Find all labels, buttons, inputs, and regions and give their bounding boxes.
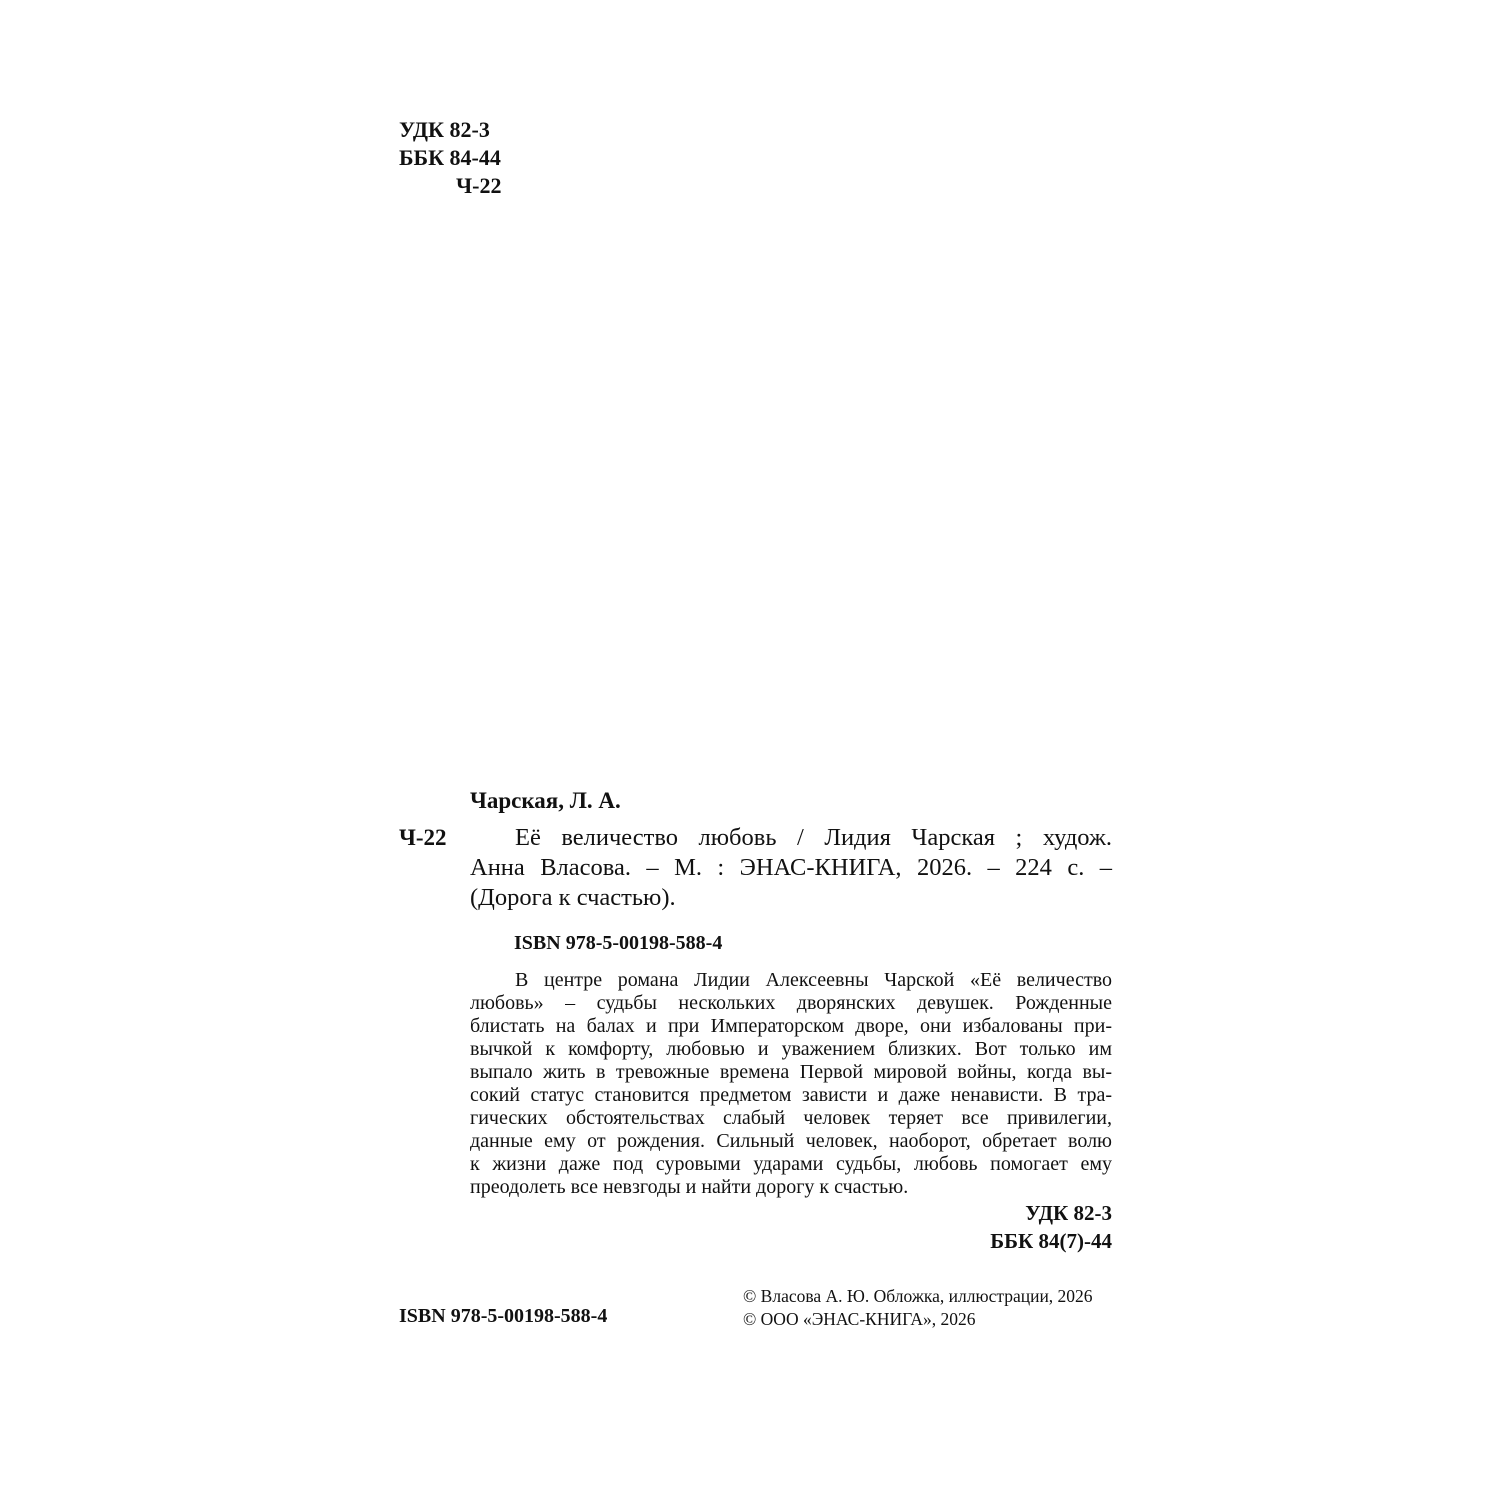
top-bbk-code: ББК 84-44 <box>399 145 501 170</box>
bibliographic-description <box>470 823 1112 913</box>
annotation-paragraph <box>470 969 1112 1199</box>
top-classification-codes <box>399 116 501 200</box>
bib-line: Её величество любовь / Лидия Чарская ; худож. <box>515 824 1112 851</box>
card-udk-code: УДК 82-3 <box>1025 1201 1112 1225</box>
annotation-line: блистать на балах и при Императорском дворе, они избалованы при- <box>470 1015 1112 1037</box>
footer-isbn: ISBN 978-5-00198-588-4 <box>399 1305 608 1327</box>
annotation-line: В центре романа Лидии Алексеевны Чарской «Её величество <box>515 969 1112 991</box>
annotation-line: вычкой к комфорту, любовью и уважением близких. Вот только им <box>470 1038 1112 1060</box>
annotation-line: преодолеть все невзгоды и найти дорогу к счастью. <box>470 1176 909 1198</box>
annotation-line: любовь» – судьбы нескольких дворянских девушек. Рожденные <box>470 992 1112 1014</box>
card-bbk-code: ББК 84(7)-44 <box>990 1229 1112 1253</box>
top-udk-code: УДК 82-3 <box>399 117 490 142</box>
bib-line: (Дорога к счастью). <box>470 884 676 911</box>
annotation-line: данные ему от рождения. Сильный человек, наоборот, обретает волю <box>470 1130 1112 1152</box>
author-heading: Чарская, Л. А. <box>470 788 621 813</box>
card-classification-codes <box>990 1199 1112 1255</box>
annotation-line: гических обстоятельствах слабый человек теряет все привилегии, <box>470 1107 1112 1129</box>
annotation-line: к жизни даже под суровыми ударами судьбы, любовь помогает ему <box>470 1153 1112 1175</box>
bib-line: Анна Власова. – М. : ЭНАС-КНИГА, 2026. – 224 с. – <box>470 854 1112 881</box>
copyright-block <box>743 1285 1093 1331</box>
annotation-line: сокий статус становится предметом зависти и даже ненависти. В тра- <box>470 1084 1112 1106</box>
top-cutter-code: Ч-22 <box>456 173 502 198</box>
copyright-line: © ООО «ЭНАС-КНИГА», 2026 <box>743 1309 976 1329</box>
card-cutter-code: Ч-22 <box>399 825 447 850</box>
copyright-line: © Власова А. Ю. Обложка, иллюстрации, 2026 <box>743 1286 1093 1306</box>
card-isbn: ISBN 978-5-00198-588-4 <box>514 932 723 954</box>
annotation-line: выпало жить в тревожные времена Первой мировой войны, когда вы- <box>470 1061 1112 1083</box>
